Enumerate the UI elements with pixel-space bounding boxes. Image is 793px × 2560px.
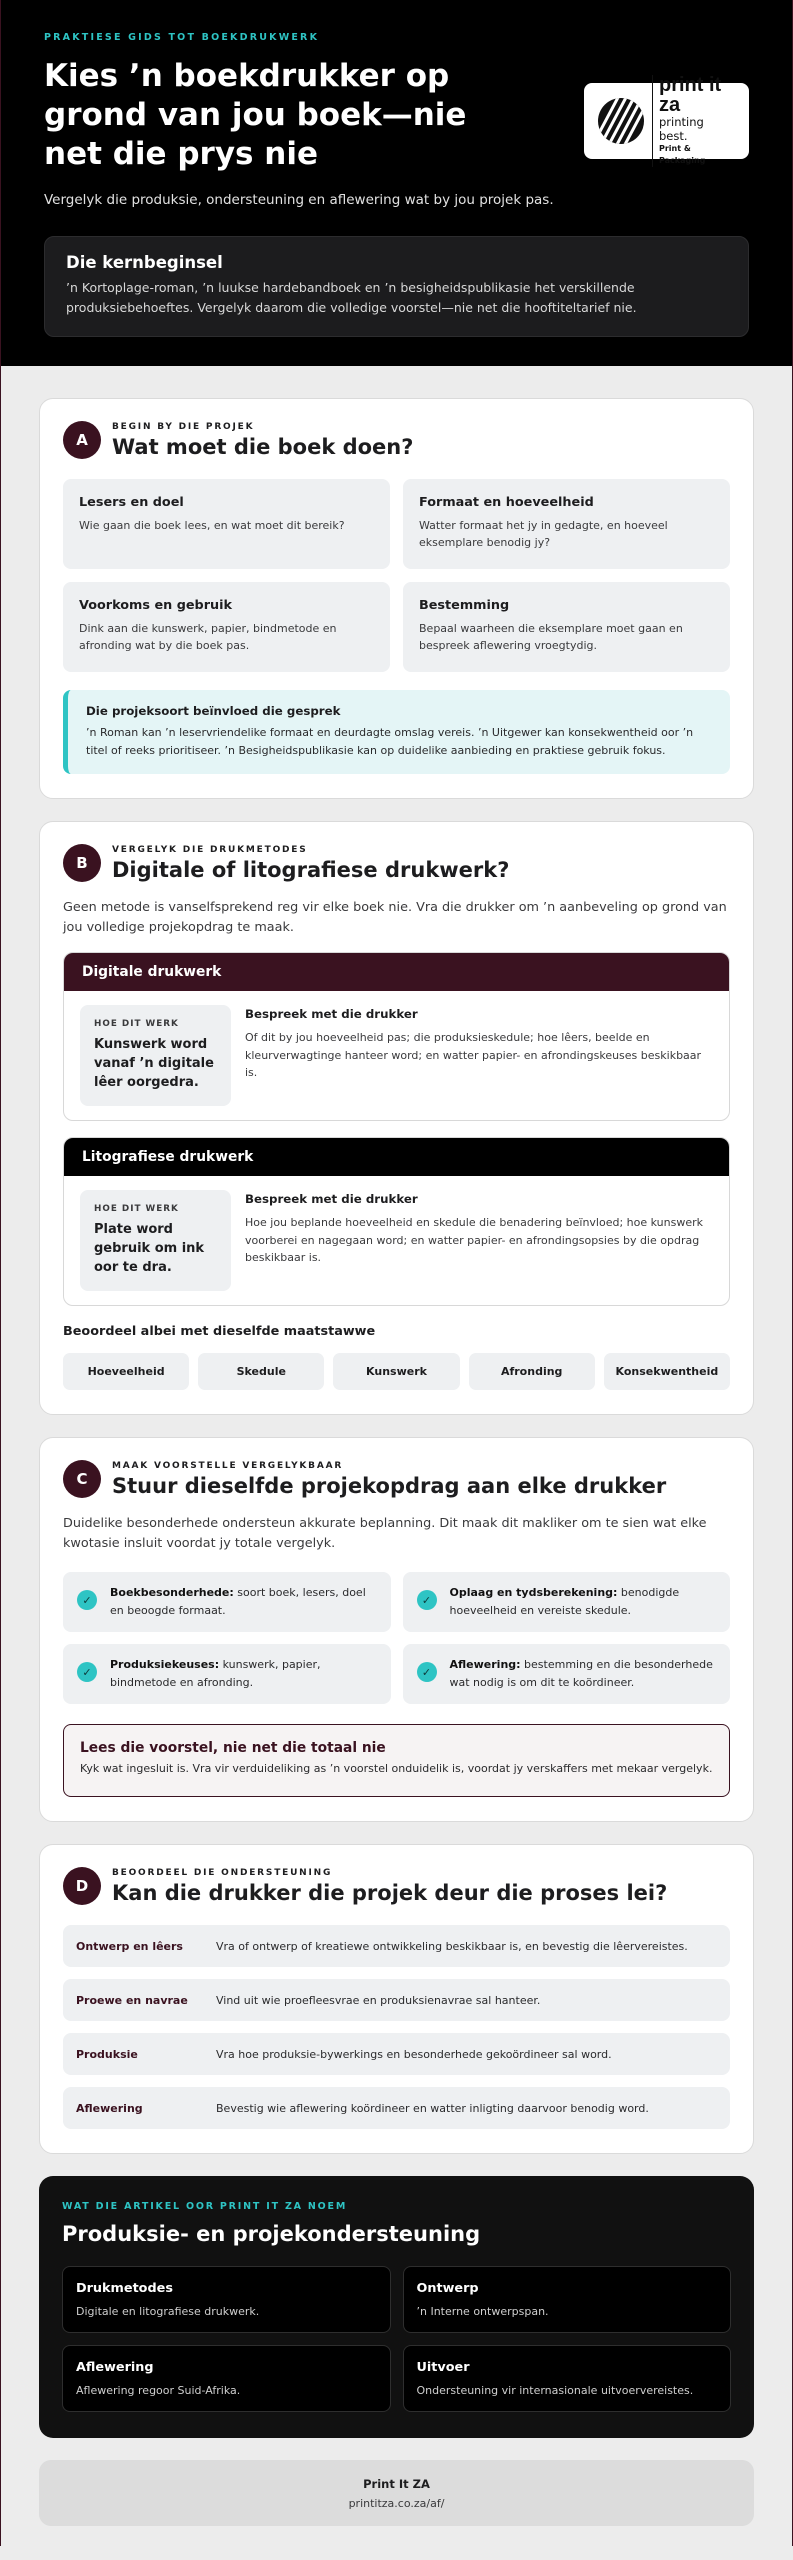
- check-icon: ✓: [417, 1590, 437, 1610]
- section-c-kicker: MAAK VOORSTELLE VERGELYKBAAR: [112, 1460, 344, 1471]
- check-text: [450, 1584, 717, 1619]
- section-b-kicker: VERGELYK DIE DRUKMETODES: [112, 844, 308, 855]
- section-d-title: Kan die drukker die projek deur die proses lei?: [112, 1880, 668, 1905]
- check-icon: ✓: [417, 1662, 437, 1682]
- check-icon: ✓: [77, 1662, 97, 1682]
- discuss-title: Bespreek met die drukker: [245, 1192, 418, 1206]
- compare-title: Beoordeel albei met dieselfde maatstawwe: [63, 1324, 376, 1339]
- tile-title: Voorkoms en gebruik: [79, 598, 233, 613]
- support-row: [63, 1979, 730, 2021]
- support-list: [63, 1925, 730, 2129]
- how-text: Plate word gebruik om ink oor te dra.: [94, 1222, 205, 1275]
- method-lithographic-title: Litografiese drukwerk: [64, 1138, 729, 1176]
- summary-tile: [62, 2345, 391, 2412]
- section-c-header: [63, 1460, 730, 1498]
- section-d-kicker: BEOORDEEL DIE ONDERSTEUNING: [112, 1867, 333, 1878]
- check-label: Boekbesonderhede:: [110, 1586, 234, 1599]
- section-a-title: Wat moet die boek doen?: [112, 434, 414, 459]
- project-tiles: [63, 479, 730, 672]
- section-b-badge: B: [63, 844, 101, 882]
- hero-subtitle: Vergelyk die produksie, ondersteuning en aflewering wat by jou projek pas.: [44, 192, 554, 208]
- support-label: Proewe en navrae: [76, 1993, 188, 2007]
- summary-tile-text: Digitale en litografiese drukwerk.: [76, 2305, 260, 2318]
- summary-title: Produksie- en projekondersteuning: [62, 2222, 481, 2246]
- brief-checklist: [63, 1572, 730, 1704]
- criterion-artwork: Kunswerk: [333, 1353, 459, 1390]
- print-it-za-summary: [39, 2176, 754, 2438]
- support-text: Vind uit wie proefleesvrae en produksienavrae sal hanteer.: [216, 1993, 541, 2007]
- check-detail: soort boek, lesers, doel en beoogde formaat.: [110, 1586, 366, 1617]
- callout-text: Kyk wat ingesluit is. Vra vir verduideliking as ’n voorstel onduidelik is, voordat jy verskaffers met mekaar vergelyk.: [80, 1762, 713, 1775]
- section-d-badge: D: [63, 1867, 101, 1905]
- section-a: [39, 398, 754, 799]
- support-text: Vra hoe produksie-bywerkings en besonderhede gekoördineer sal word.: [216, 2047, 612, 2061]
- summary-tiles: [62, 2266, 731, 2412]
- tile-title: Bestemming: [419, 598, 510, 613]
- summary-tile-title: Aflewering: [76, 2360, 154, 2375]
- section-a-kicker: BEGIN BY DIE PROJEK: [112, 421, 255, 432]
- check-detail: bestemming en die besonderhede wat nodig is om dit te koördineer.: [449, 1658, 713, 1689]
- read-proposal-callout: [63, 1724, 730, 1797]
- summary-eyebrow: WAT DIE ARTIKEL OOR PRINT IT ZA NOEM: [62, 2201, 348, 2212]
- summary-tile-text: Aflewering regoor Suid-Afrika.: [76, 2384, 241, 2397]
- logo-line-1: print it za: [659, 74, 722, 116]
- check-label: Produksiekeuses:: [110, 1658, 220, 1671]
- note-title: Die projeksoort beïnvloed die gesprek: [86, 704, 341, 718]
- section-a-badge: A: [63, 421, 101, 459]
- tile-destination: [403, 582, 730, 672]
- project-type-note: [63, 690, 730, 774]
- core-principle-title: Die kernbeginsel: [66, 253, 223, 272]
- section-b: [39, 821, 754, 1415]
- support-row: [63, 2087, 730, 2129]
- method-digital: [63, 952, 730, 1121]
- discuss-block: [245, 1005, 713, 1106]
- section-c-title: Stuur dieselfde projekopdrag aan elke drukker: [112, 1473, 667, 1498]
- summary-tile-title: Uitvoer: [416, 2360, 470, 2375]
- support-text: Bevestig wie aflewering koördineer en watter inligting daarvoor benodig word.: [216, 2101, 649, 2115]
- brand-logo[interactable]: [584, 74, 749, 165]
- how-label: HOE DIT WERK: [94, 1204, 179, 1214]
- tile-text: Dink aan die kunswerk, papier, bindmetode en afronding wat by die boek pas.: [79, 622, 337, 652]
- check-item: [63, 1572, 391, 1632]
- discuss-text: Of dit by jou hoeveelheid pas; die produksieskedule; hoe lêers, beelde en kleurverwagtinge hanteer word; en watter papier- en afrondingskeuses beskikbaar is.: [245, 1031, 702, 1079]
- tile-text: Watter formaat het jy in gedagte, en hoeveel eksemplare benodig jy?: [419, 519, 668, 549]
- section-d-header: [63, 1867, 730, 1905]
- logo-line-2: printing best.: [659, 115, 704, 143]
- logo-line-3: Print & Packaging: [659, 144, 706, 165]
- criterion-quantity: Hoeveelheid: [63, 1353, 189, 1390]
- summary-tile: [62, 2266, 391, 2333]
- section-b-header: [63, 844, 730, 882]
- how-text: Kunswerk word vanaf ’n digitale lêer oorgedra.: [94, 1037, 214, 1090]
- how-it-works-box: [80, 1005, 231, 1106]
- check-text: [110, 1584, 377, 1619]
- criterion-schedule: Skedule: [198, 1353, 324, 1390]
- how-label: HOE DIT WERK: [94, 1019, 179, 1029]
- check-label: Aflewering:: [449, 1658, 521, 1671]
- section-c: [39, 1437, 754, 1822]
- section-d: [39, 1844, 754, 2154]
- summary-tile-text: ’n Interne ontwerpspan.: [416, 2305, 549, 2318]
- check-text: [110, 1656, 377, 1691]
- main-content: [1, 366, 792, 2546]
- tile-title: Lesers en doel: [79, 495, 184, 510]
- page-footer: [39, 2460, 754, 2526]
- page-title: Kies ’n boekdrukker op grond van jou boek—nie net die prys nie: [44, 58, 467, 172]
- support-label: Aflewering: [76, 2101, 143, 2115]
- summary-tile: [403, 2345, 732, 2412]
- summary-tile-text: Ondersteuning vir internasionale uitvoervereistes.: [416, 2384, 694, 2397]
- tile-format-quantity: [403, 479, 730, 569]
- method-digital-title: Digitale drukwerk: [64, 953, 729, 991]
- hero-eyebrow: PRAKTIESE GIDS TOT BOEKDRUKWERK: [44, 32, 320, 43]
- footer-company-name: Print It ZA: [363, 2476, 430, 2491]
- check-detail: kunswerk, papier, bindmetode en afronding.: [110, 1658, 321, 1689]
- support-row: [63, 2033, 730, 2075]
- check-label: Oplaag en tydsberekening:: [449, 1586, 618, 1599]
- tile-text: Bepaal waarheen die eksemplare moet gaan en bespreek aflewering vroegtydig.: [419, 622, 683, 652]
- support-label: Ontwerp en lêers: [76, 1939, 183, 1953]
- discuss-title: Bespreek met die drukker: [245, 1007, 418, 1021]
- logo-wordmark: [652, 75, 735, 167]
- section-c-badge: C: [63, 1460, 101, 1498]
- discuss-block: [245, 1190, 713, 1291]
- summary-tile: [403, 2266, 732, 2333]
- callout-title: Lees die voorstel, nie net die totaal nie: [80, 1740, 386, 1756]
- check-item: [403, 1644, 731, 1704]
- check-icon: ✓: [77, 1590, 97, 1610]
- check-detail: benodigde hoeveelheid en vereiste skedule.: [449, 1586, 680, 1617]
- tile-readers-purpose: [63, 479, 390, 569]
- support-row: [63, 1925, 730, 1967]
- check-item: [63, 1644, 391, 1704]
- hero-header: [1, 0, 792, 366]
- summary-tile-title: Ontwerp: [416, 2281, 479, 2296]
- criterion-consistency: Konsekwentheid: [604, 1353, 730, 1390]
- discuss-text: Hoe jou beplande hoeveelheid en skedule die benadering beïnvloed; hoe kunswerk voorberei en nagegaan word; en watter papier- en afrondingsopsies by die opdrag beskikbaar is.: [245, 1216, 703, 1264]
- section-b-title: Digitale of litografiese drukwerk?: [112, 857, 510, 882]
- core-principle-box: [44, 236, 749, 337]
- tile-title: Formaat en hoeveelheid: [419, 495, 594, 510]
- criteria-list: [63, 1353, 730, 1390]
- method-lithographic: [63, 1137, 730, 1306]
- tile-look-use: [63, 582, 390, 672]
- core-principle-text: ’n Kortoplage-roman, ’n luukse hardebandboek en ’n besigheidspublikasie het verskillende produksiebehoeftes. Vergelyk daarom die volledige voorstel—nie net die hooftiteltarief nie.: [66, 280, 637, 315]
- note-text: ’n Roman kan ’n leservriendelike formaat en deurdagte omslag vereis. ’n Uitgewer kan konsekwentheid oor ’n titel of reeks prioritiseer. ’n Besigheidspublikasie kan op duidelike aanbieding en praktiese gebruik fokus.: [86, 726, 694, 757]
- how-it-works-box: [80, 1190, 231, 1291]
- tile-text: Wie gaan die boek lees, en wat moet dit bereik?: [79, 519, 345, 532]
- footer-website-link[interactable]: printitza.co.za/af/: [348, 2496, 445, 2510]
- summary-tile-title: Drukmetodes: [76, 2281, 173, 2296]
- support-text: Vra of ontwerp of kreatiewe ontwikkeling beskikbaar is, en bevestig die lêervereistes.: [216, 1939, 688, 1953]
- criterion-finishing: Afronding: [469, 1353, 595, 1390]
- logo-stripes-icon: [598, 98, 644, 144]
- check-item: [403, 1572, 731, 1632]
- support-label: Produksie: [76, 2047, 138, 2061]
- check-text: [450, 1656, 717, 1691]
- section-c-intro: Duidelike besonderhede ondersteun akkurate beplanning. Dit maak dit makliker om te sien wat elke kwotasie insluit voordat jy totale vergelyk.: [63, 1516, 707, 1551]
- section-a-header: [63, 421, 730, 459]
- section-b-intro: Geen metode is vanselfsprekend reg vir elke boek nie. Vra die drukker om ’n aanbeveling op grond van jou volledige projekopdrag te maak.: [63, 900, 727, 935]
